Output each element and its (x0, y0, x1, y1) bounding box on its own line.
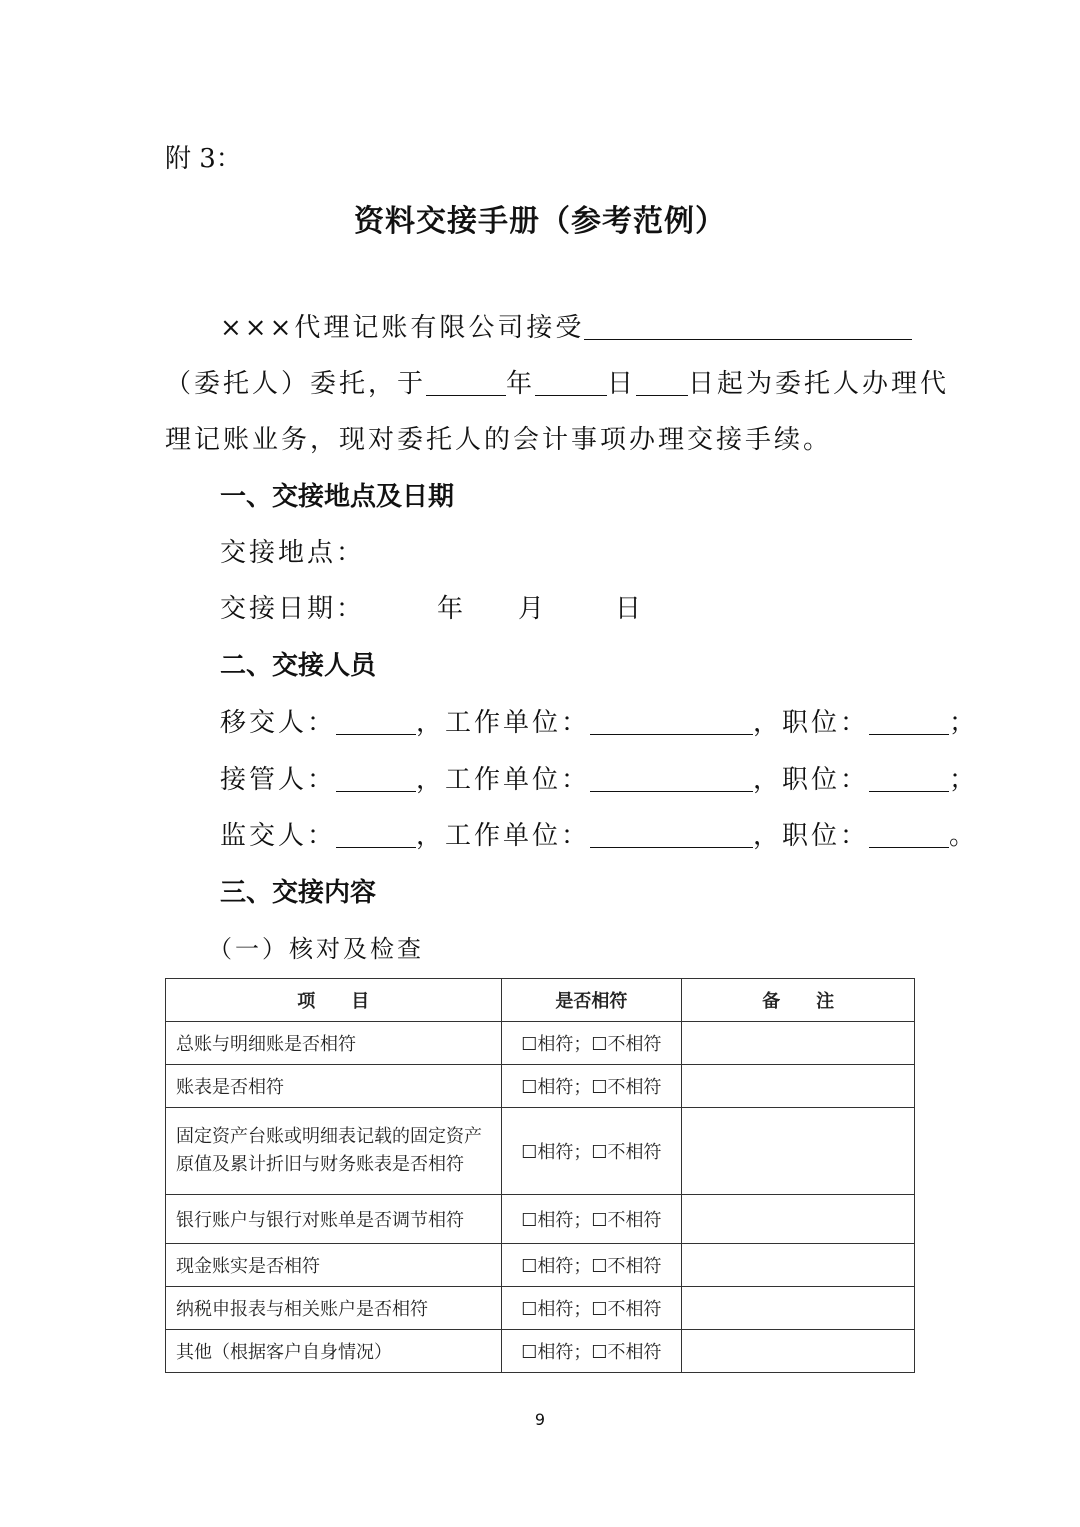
intro-line-2 (165, 368, 949, 400)
header-match: 是否相符 (501, 979, 682, 1022)
unit-label: ，工作单位： (416, 765, 591, 795)
table-row (166, 1330, 915, 1373)
person-row-transferor (220, 707, 978, 739)
match-checkbox-cell[interactable]: ☐相符；☐不相符 (501, 1022, 682, 1065)
unit-label: ，工作单位： (416, 821, 591, 851)
section-3-heading: 三、交接内容 (220, 878, 377, 908)
table-row (166, 1244, 915, 1287)
date-month-label: 月 (518, 594, 545, 624)
supervisor-name-blank[interactable] (336, 821, 416, 848)
role-label: 监交人： (220, 821, 337, 851)
item-cell: 现金账实是否相符 (166, 1244, 502, 1287)
intro-day1-text: 日 (607, 369, 637, 399)
match-checkbox-cell[interactable]: ☐相符；☐不相符 (501, 1065, 682, 1108)
note-cell[interactable] (682, 1108, 915, 1195)
row-end-mark: 。 (949, 821, 979, 851)
table-row (166, 1022, 915, 1065)
transferor-post-blank[interactable] (869, 708, 949, 735)
page-title: 资料交接手册（参考范例） (354, 204, 726, 239)
intro-entrust-text: （委托人）委托，于 (165, 369, 427, 399)
row-end-mark: ； (949, 708, 979, 738)
match-checkbox-cell[interactable]: ☐相符；☐不相符 (501, 1108, 682, 1195)
attachment-label: 附 3： (165, 144, 242, 174)
receiver-name-blank[interactable] (336, 765, 416, 792)
note-cell[interactable] (682, 1195, 915, 1244)
year-blank[interactable] (426, 369, 506, 396)
note-cell[interactable] (682, 1287, 915, 1330)
item-cell: 其他（根据客户自身情况） (166, 1330, 502, 1373)
match-checkbox-cell[interactable]: ☐相符；☐不相符 (501, 1287, 682, 1330)
unit-label: ，工作单位： (416, 708, 591, 738)
date-year-label: 年 (437, 594, 464, 624)
match-checkbox-cell[interactable]: ☐相符；☐不相符 (501, 1330, 682, 1373)
handover-place-label: 交接地点： (220, 538, 366, 568)
table-row (166, 1065, 915, 1108)
intro-company-text: ×××代理记账有限公司接受 (220, 313, 585, 343)
note-cell[interactable] (682, 1065, 915, 1108)
intro-year-text: 年 (506, 369, 536, 399)
row-end-mark: ； (949, 765, 979, 795)
role-label: 接管人： (220, 765, 337, 795)
intro-line-3: 理记账业务，现对委托人的会计事项办理交接手续。 (165, 425, 833, 455)
supervisor-unit-blank[interactable] (590, 821, 753, 848)
person-row-receiver (220, 764, 978, 796)
client-name-blank[interactable] (584, 313, 912, 340)
transferor-name-blank[interactable] (336, 708, 416, 735)
page-number: 9 (534, 1410, 546, 1429)
role-label: 移交人： (220, 708, 337, 738)
table-row (166, 1108, 915, 1195)
table-header-row (166, 979, 915, 1022)
note-cell[interactable] (682, 1330, 915, 1373)
intro-start-text: 日起为委托人办理代 (688, 369, 950, 399)
post-label: ，职位： (753, 708, 870, 738)
handover-date-label: 交接日期： (220, 594, 366, 624)
post-label: ，职位： (753, 821, 870, 851)
check-table (165, 978, 915, 1373)
header-item: 项 目 (166, 979, 502, 1022)
receiver-post-blank[interactable] (869, 765, 949, 792)
header-note: 备 注 (682, 979, 915, 1022)
day-blank[interactable] (636, 369, 688, 396)
table-row (166, 1195, 915, 1244)
supervisor-post-blank[interactable] (869, 821, 949, 848)
post-label: ，职位： (753, 765, 870, 795)
date-day-label: 日 (615, 594, 642, 624)
item-cell: 固定资产台账或明细表记载的固定资产原值及累计折旧与财务账表是否相符 (166, 1108, 502, 1195)
table-row (166, 1287, 915, 1330)
item-cell: 账表是否相符 (166, 1065, 502, 1108)
handover-date-row (220, 593, 365, 625)
note-cell[interactable] (682, 1244, 915, 1287)
subsection-1-heading: （一）核对及检查 (208, 935, 424, 963)
section-2-heading: 二、交接人员 (220, 651, 377, 681)
match-checkbox-cell[interactable]: ☐相符；☐不相符 (501, 1244, 682, 1287)
transferor-unit-blank[interactable] (590, 708, 753, 735)
person-row-supervisor (220, 820, 978, 852)
section-1-heading: 一、交接地点及日期 (220, 482, 455, 512)
item-cell: 银行账户与银行对账单是否调节相符 (166, 1195, 502, 1244)
item-cell: 总账与明细账是否相符 (166, 1022, 502, 1065)
month-blank[interactable] (535, 369, 607, 396)
receiver-unit-blank[interactable] (590, 765, 753, 792)
intro-line-1 (220, 312, 912, 344)
item-cell: 纳税申报表与相关账户是否相符 (166, 1287, 502, 1330)
match-checkbox-cell[interactable]: ☐相符；☐不相符 (501, 1195, 682, 1244)
note-cell[interactable] (682, 1022, 915, 1065)
